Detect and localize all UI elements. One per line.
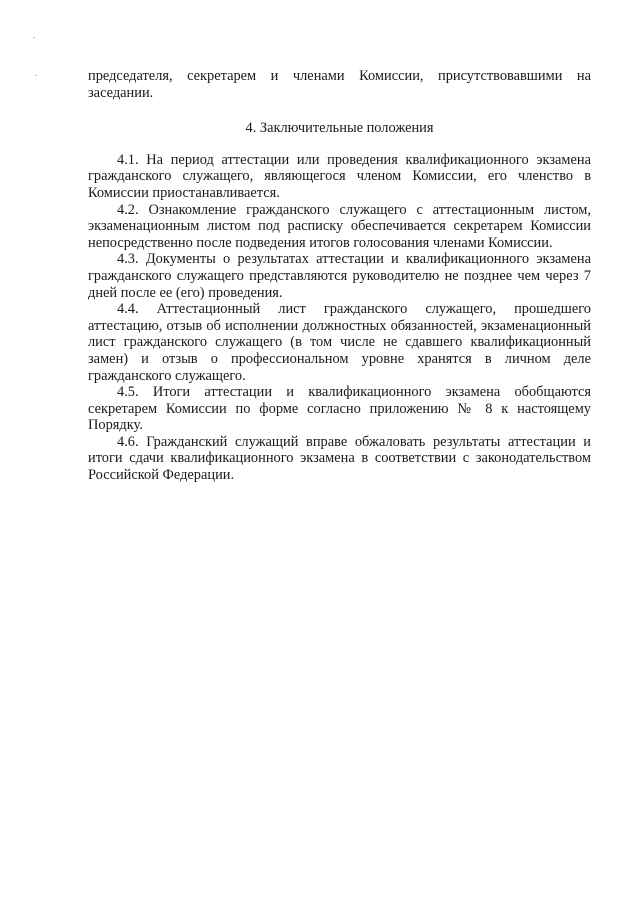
paragraph-4-1: 4.1. На период аттестации или проведения квалификационного экзамена гражданского служащего, являющегося членом Комиссии, его членство в Комиссии приостанавливается. [88,151,591,201]
scan-mark [33,37,35,38]
document-page [88,68,591,484]
paragraph-4-5: 4.5. Итоги аттестации и квалификационного экзамена обобщаются секретарем Комиссии по форме согласно приложению № 8 к настоящему Порядку. [88,384,591,434]
paragraph-4-2: 4.2. Ознакомление гражданского служащего с аттестационным листом, экзаменационным листом под расписку обеспечивается секретарем Комиссии непосредственно после подведения итогов голосования членами Комиссии. [88,201,591,251]
paragraph-4-6: 4.6. Гражданский служащий вправе обжаловать результаты аттестации и итоги сдачи квалификационного экзамена в соответствии с законодательством Российской Федерации. [88,433,591,484]
scan-mark [35,75,37,76]
section-title: 4. Заключительные положения [245,120,434,137]
paragraph-4-4: 4.4. Аттестационный лист гражданского служащего, прошедшего аттестацию, отзыв об исполнении должностных обязанностей, экзаменационный лист гражданского служащего (в том числе не сдавшего квалификационный замен) и отзыв о профессиональном уровне хранятся в личном деле гражданского служащего. [88,301,591,384]
paragraph-4-3: 4.3. Документы о результатах аттестации и квалификационного экзамена гражданского служащего представляются руководителю не позднее чем через 7 дней после ее (его) проведения. [88,251,591,301]
continuation-text: председателя, секретарем и членами Комиссии, присутствовавшими на заседании. [88,68,591,101]
